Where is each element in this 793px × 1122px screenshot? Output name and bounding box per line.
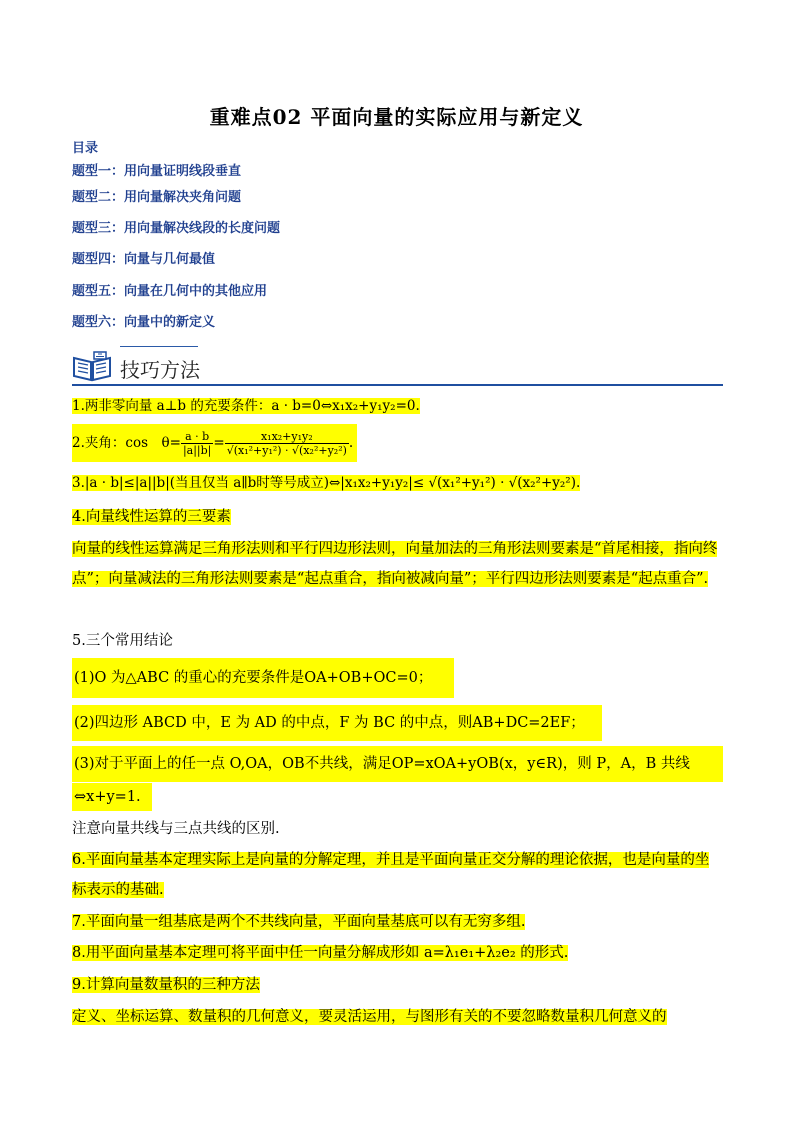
banner-top-rule	[120, 346, 198, 347]
tip-9-heading: 9.计算向量数量积的三种方法	[72, 977, 260, 993]
toc-heading: 目录	[72, 141, 99, 156]
tip-6: 6.平面向量基本定理实际上是向量的分解定理，并且是平面向量正交分解的理论依据，也是向量的坐标表示的基础.	[72, 852, 710, 898]
book-icon	[72, 350, 112, 382]
tip-5-item-2: (2)四边形 ABCD 中，E 为 AD 的中点，F 为 BC 的中点，则AB+DC=2EF；	[72, 705, 602, 741]
section-banner	[72, 344, 723, 386]
toc-item-3[interactable]: 题型三：用向量解决线段的长度问题	[72, 221, 281, 236]
tip-8: 8.用平面向量基本定理可将平面中任一向量分解成形如 a=λ₁e₁+λ₂e₂ 的形式.	[72, 945, 569, 961]
page-title: 重难点02 平面向量的实际应用与新定义	[209, 105, 584, 129]
toc-item-6[interactable]: 题型六：向量中的新定义	[72, 315, 216, 330]
toc-item-2[interactable]: 题型二：用向量解决夹角问题	[72, 190, 242, 205]
banner-bottom-rule	[72, 384, 723, 386]
tip-5-item-3b: ⇔x+y=1.	[72, 783, 152, 811]
toc-item-1[interactable]: 题型一：用向量证明线段垂直	[72, 164, 242, 179]
tip-4-body: 向量的线性运算满足三角形法则和平行四边形法则，向量加法的三角形法则要素是“首尾相接，指向终点”；向量减法的三角形法则要素是“起点重合，指向被减向量”；平行四边形法则要素是“起点重合”.	[72, 541, 718, 587]
tip-9-body: 定义、坐标运算、数量积的几何意义，要灵活运用，与图形有关的不要忽略数量积几何意义的	[72, 1009, 667, 1025]
tip-3: 3.|a · b|≤|a||b|(当且仅当 a∥b时等号成立)⇔|x₁x₂+y₁y₂|≤ √(x₁²+y₁²) · √(x₂²+y₂²).	[72, 475, 581, 491]
tip-2: 2.夹角：cos θ= $\frac{a \cdot b}{|a||b|}$ = $\frac{\text{x₁x₂+y₁y₂}}{\text{√(x₁²+y₁²) · √(x₂²+y₂²)}}$ .	[72, 424, 357, 462]
tip-4-heading: 4.向量线性运算的三要素	[72, 509, 231, 525]
tip-5-item-1: (1)O 为△ABC 的重心的充要条件是OA+OB+OC=0；	[72, 658, 454, 698]
toc-item-4[interactable]: 题型四：向量与几何最值	[72, 252, 216, 267]
tip-1: 1.两非零向量 a⊥b 的充要条件：a · b=0⇔x₁x₂+y₁y₂=0.	[72, 398, 420, 414]
tip-5-item-3a: (3)对于平面上的任一点 O,OA，OB不共线，满足OP=xOA+yOB(x，y∈R)，则 P，A，B 共线	[72, 746, 723, 782]
note-line: 注意向量共线与三点共线的区别.	[72, 821, 280, 837]
tip-7: 7.平面向量一组基底是两个不共线向量，平面向量基底可以有无穷多组.	[72, 914, 526, 930]
tip-5-heading: 5.三个常用结论	[72, 633, 173, 649]
section-label: 技巧方法	[120, 358, 200, 382]
toc-item-5[interactable]: 题型五：向量在几何中的其他应用	[72, 284, 268, 299]
